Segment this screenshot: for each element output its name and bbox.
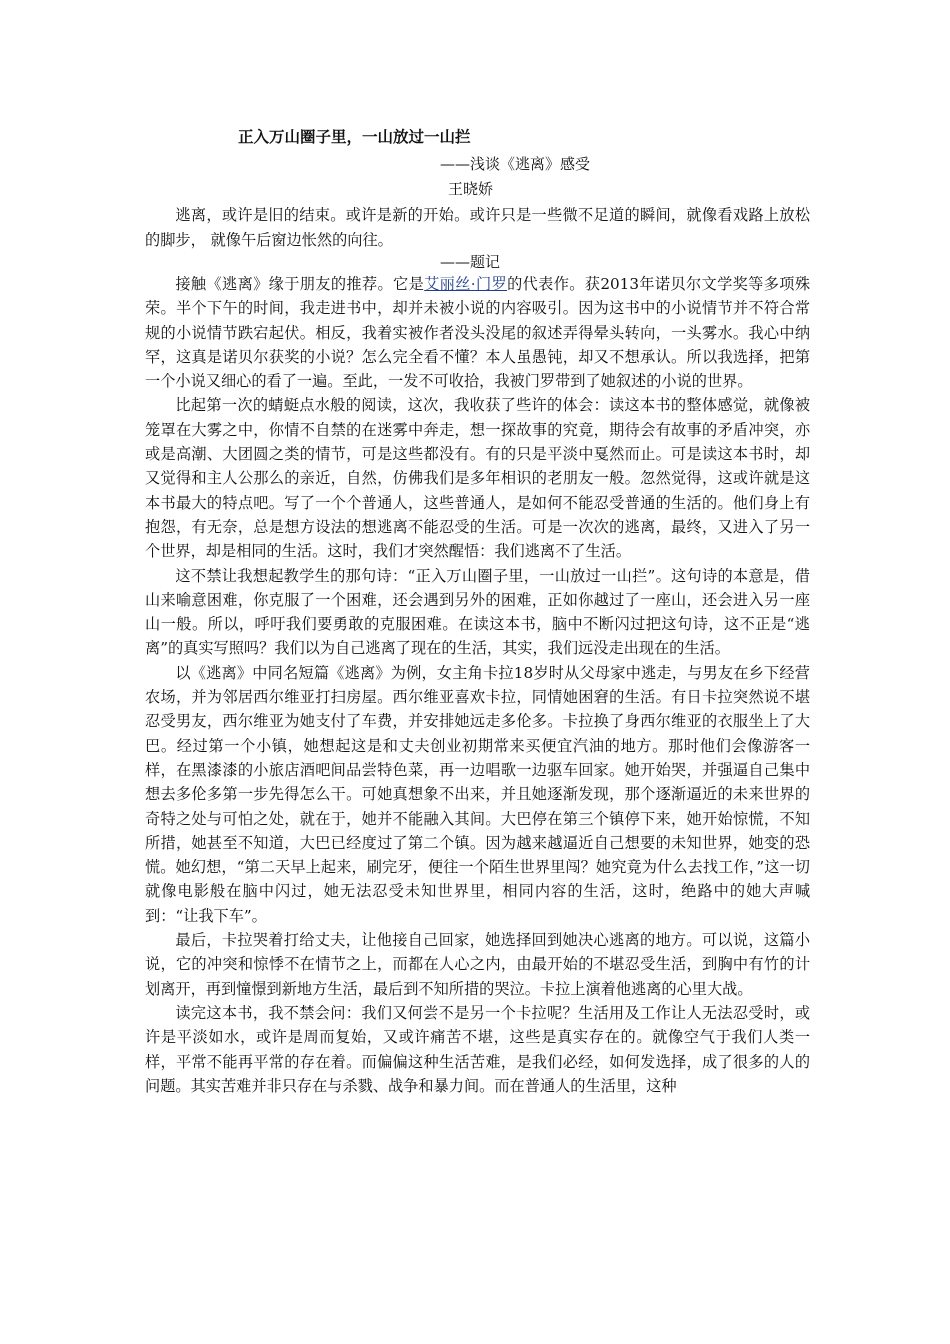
paragraph-text: 接触《逃离》缘于朋友的推荐。它是	[175, 275, 425, 293]
essay-body	[145, 272, 810, 1098]
paragraph-text: 的代表作。获2013年诺贝尔文学奖等多项殊荣。半个下午的时间，我走进书中，却并未被小说的内容吸引。因为这书中的小说情节并不符合常规的小说情节跌宕起伏。相反，我着实被作者没头没尾的叙述弄得晕头转向，一头雾水。我心中纳罕，这真是诺贝尔获奖的小说？怎么完全看不懂？本人虽愚钝，却又不想承认。所以我选择，把第一个小说又细心的看了一遍。至此，一发不可收拾，我被门罗带到了她叙述的小说的世界。	[145, 275, 811, 391]
essay-title: 正入万山圈子里，一山放过一山拦	[238, 128, 471, 146]
epigraph: 逃离，或许是旧的结束。或许是新的开始。或许只是一些微不足道的瞬间，就像看戏路上放松的脚步， 就像午后窗边怅然的向往。	[145, 206, 810, 249]
paragraph: 读完这本书，我不禁会问：我们又何尝不是另一个卡拉呢？生活用及工作让人无法忍受时，或许是平淡如水，或许是周而复始，又或许痛苦不堪，这些是真实存在的。就像空气于我们人类一样，平常不能再平常的存在着。而偏偏这种生活苦难，是我们必经，如何发选择，成了很多的人的问题。其实苦难并非只存在与杀戮、战争和暴力间。而在普通人的生活里，这种	[145, 1003, 810, 1095]
author-name: 王晓娇	[448, 180, 494, 198]
essay-subtitle: ——浅谈《逃离》感受	[440, 155, 591, 173]
paragraph: 最后，卡拉哭着打给丈夫，让他接自己回家，她选择回到她决心逃离的地方。可以说，这篇小说，它的冲突和惊悸不在情节之上，而都在人心之内，由最开始的不堪忍受生活，到胸中有竹的计划离开，再到憧憬到新地方生活，最后到不知所措的哭泣。卡拉上演着他逃离的心里大战。	[145, 931, 810, 998]
epigraph-source: ——题记	[440, 253, 501, 271]
paragraph	[145, 272, 810, 393]
paragraph: 以《逃离》中同名短篇《逃离》为例，女主角卡拉18岁时从父母家中逃走，与男友在乡下经营农场，并为邻居西尔维亚打扫房屋。西尔维亚喜欢卡拉，同情她困窘的生活。有日卡拉突然说不堪忍受男友，西尔维亚为她支付了车费，并安排她远走多伦多。卡拉换了身西尔维亚的衣服坐上了大巴。经过第一个小镇，她想起这是和丈夫创业初期常来买便宜汽油的地方。那时他们会像游客一样，在黑漆漆的小旅店酒吧间品尝特色菜，再一边唱歌一边驱车回家。她开始哭，并强逼自己集中想去多伦多第一步先得怎么干。可她真想象不出来，并且她逐渐发现，那个逐渐逼近的未来世界的奇特之处与可怕之处，就在于，她并不能融入其间。大巴停在第三个镇停下来，她开始惊慌，不知所措，她甚至不知道，大巴已经度过了第二个镇。因为越来越逼近自己想要的未知世界，她变的恐慌。她幻想，“第二天早上起来，刷完牙，便往一个陌生世界里闯？她究竟为什么去找工作，”这一切就像电影般在脑中闪过，她无法忍受未知世界里，相同内容的生活，这时，绝路中的她大声喊到：“让我下车”。	[145, 663, 810, 925]
paragraph: 这不禁让我想起教学生的那句诗：“正入万山圈子里，一山放过一山拦”。这句诗的本意是，借山来喻意困难，你克服了一个困难，还会遇到另外的困难，正如你越过了一座山，还会进入另一座山一般。所以，呼吁我们要勇敢的克服困难。在读这本书，脑中不断闪过把这句诗，这不正是“逃离”的真实写照吗？我们以为自己逃离了现在的生活，其实，我们远没走出现在的生活。	[145, 566, 810, 658]
author-link[interactable]: 艾丽丝·门罗	[424, 275, 508, 293]
paragraph: 比起第一次的蜻蜓点水般的阅读，这次，我收获了些许的体会：读这本书的整体感觉，就像被笼罩在大雾之中，你情不自禁的在迷雾中奔走，想一探故事的究竟，期待会有故事的矛盾冲突，亦或是高潮、大团圆之类的情节，可是这些都没有。有的只是平淡中戛然而止。可是读这本书时，却又觉得和主人公那么的亲近，自然，仿佛我们是多年相识的老朋友一般。忽然觉得，这或许就是这本书最大的特点吧。写了一个个普通人，这些普通人，是如何不能忍受普通的生活的。他们身上有抱怨，有无奈，总是想方设法的想逃离不能忍受的生活。可是一次次的逃离，最终，又进入了另一个世界，却是相同的生活。这时，我们才突然醒悟：我们逃离不了生活。	[145, 396, 810, 561]
